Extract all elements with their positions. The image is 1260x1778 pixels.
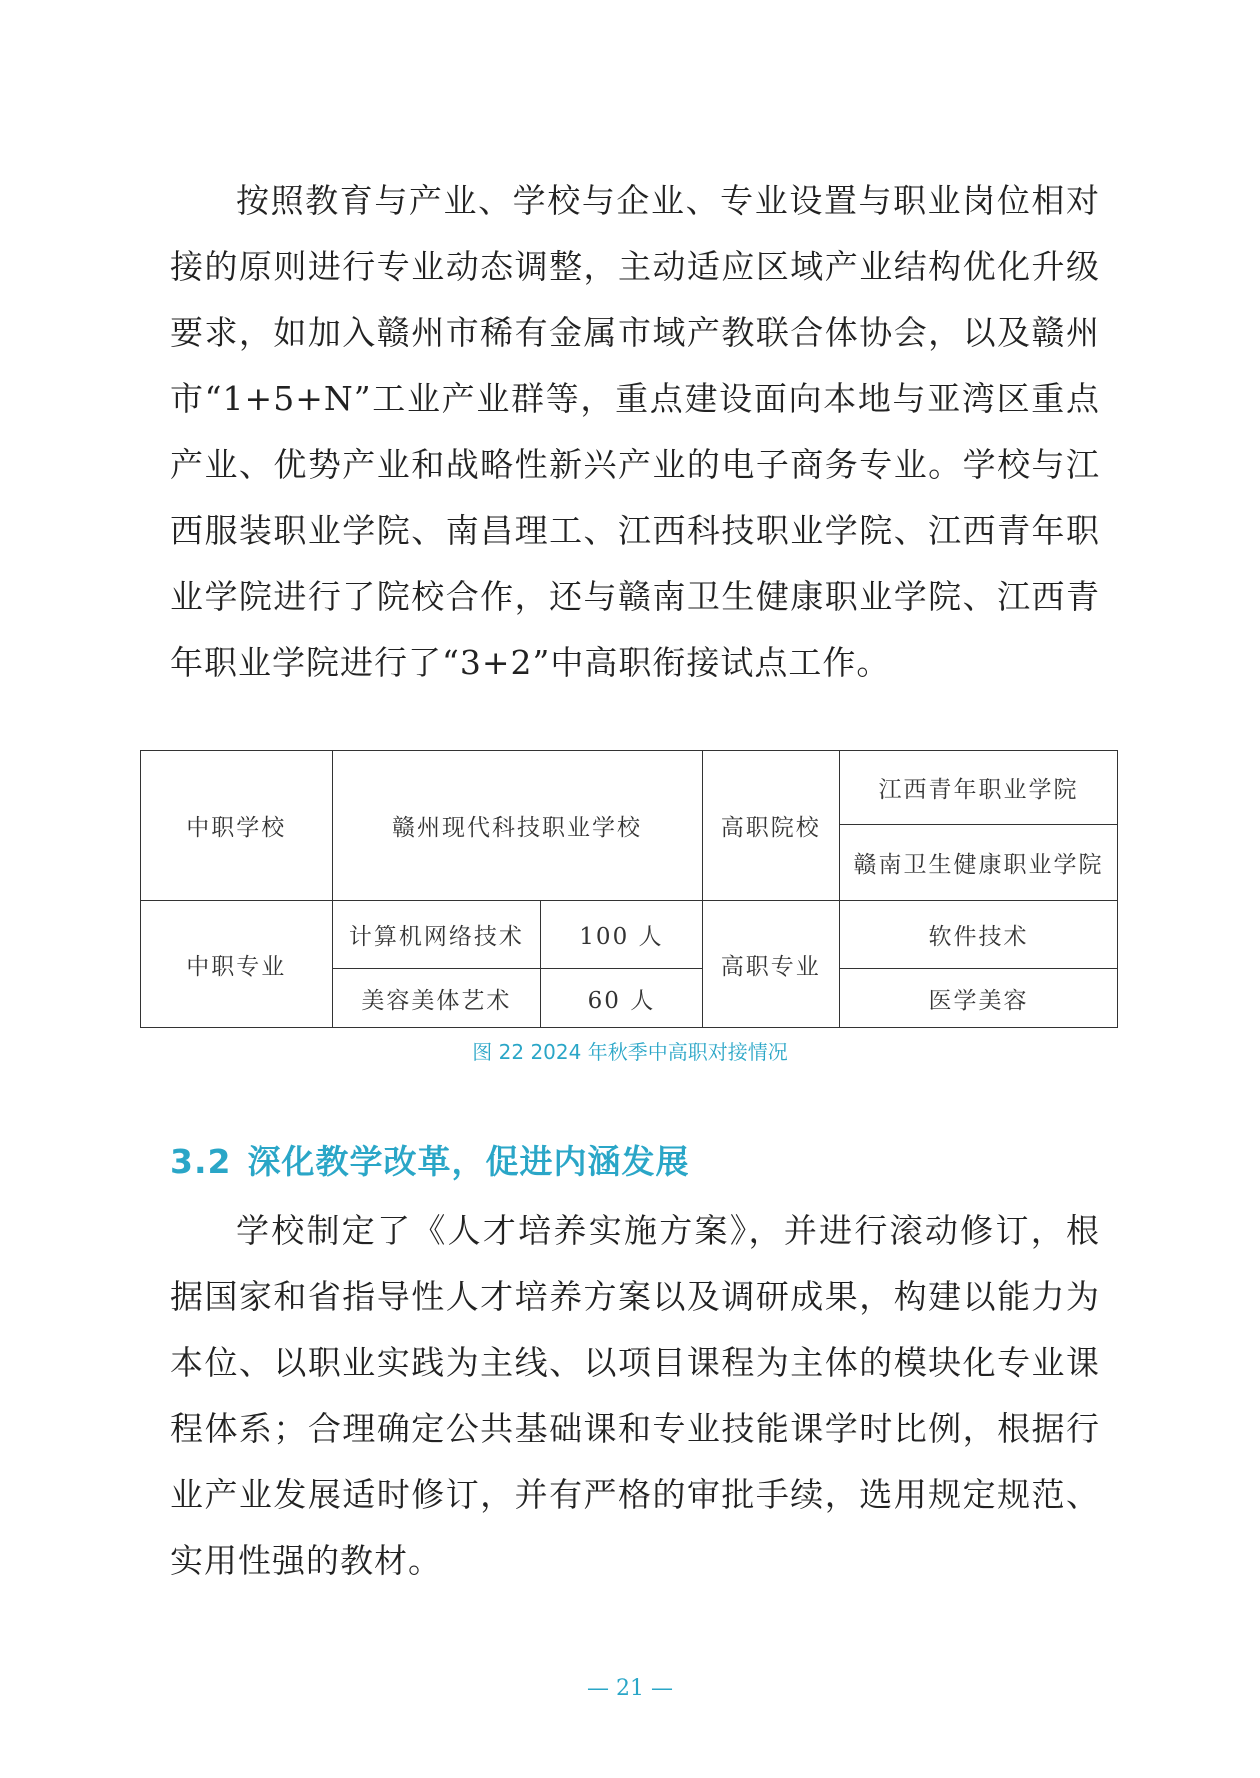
student-count: 60 人	[541, 969, 702, 1028]
page-number: — 21 —	[587, 1676, 673, 1701]
section-heading	[170, 1136, 689, 1183]
section-title: 深化教学改革，促进内涵发展	[247, 1142, 690, 1181]
higher-college-name: 江西青年职业学院	[839, 751, 1117, 825]
secondary-major-name: 美容美体艺术	[332, 969, 541, 1028]
paragraph-teaching-reform: 学校制定了《人才培养实施方案》，并进行滚动修订，根据国家和省指导性人才培养方案以及调研成果，构建以能力为本位、以职业实践为主线、以项目课程为主体的模块化专业课程体系；合理确定公共基础课和专业技能课学时比例，根据行业产业发展适时修订，并有严格的审批手续，选用规定规范、实用性强的教材。	[170, 1211, 1100, 1580]
secondary-school-name: 赣州现代科技职业学校	[332, 751, 702, 901]
higher-major-name: 医学美容	[839, 969, 1117, 1028]
higher-major-label: 高职专业	[702, 901, 839, 1028]
section-number: 3.2	[170, 1142, 232, 1181]
higher-college-name: 赣南卫生健康职业学院	[839, 825, 1117, 901]
higher-college-label: 高职院校	[702, 751, 839, 901]
secondary-school-label: 中职学校	[141, 751, 333, 901]
student-count: 100 人	[541, 901, 702, 969]
secondary-major-label: 中职专业	[141, 901, 333, 1028]
secondary-major-name: 计算机网络技术	[332, 901, 541, 969]
table-caption: 图 22 2024 年秋季中高职对接情况	[472, 1040, 788, 1064]
articulation-table	[140, 750, 1118, 1028]
higher-major-name: 软件技术	[839, 901, 1117, 969]
paragraph-industry-alignment: 按照教育与产业、学校与企业、专业设置与职业岗位相对接的原则进行专业动态调整，主动适应区域产业结构优化升级要求，如加入赣州市稀有金属市域产教联合体协会，以及赣州市“1+5+N”工业产业群等，重点建设面向本地与亚湾区重点产业、优势产业和战略性新兴产业的电子商务专业。学校与江西服装职业学院、南昌理工、江西科技职业学院、江西青年职业学院进行了院校合作，还与赣南卫生健康职业学院、江西青年职业学院进行了“3+2”中高职衔接试点工作。	[170, 181, 1100, 682]
